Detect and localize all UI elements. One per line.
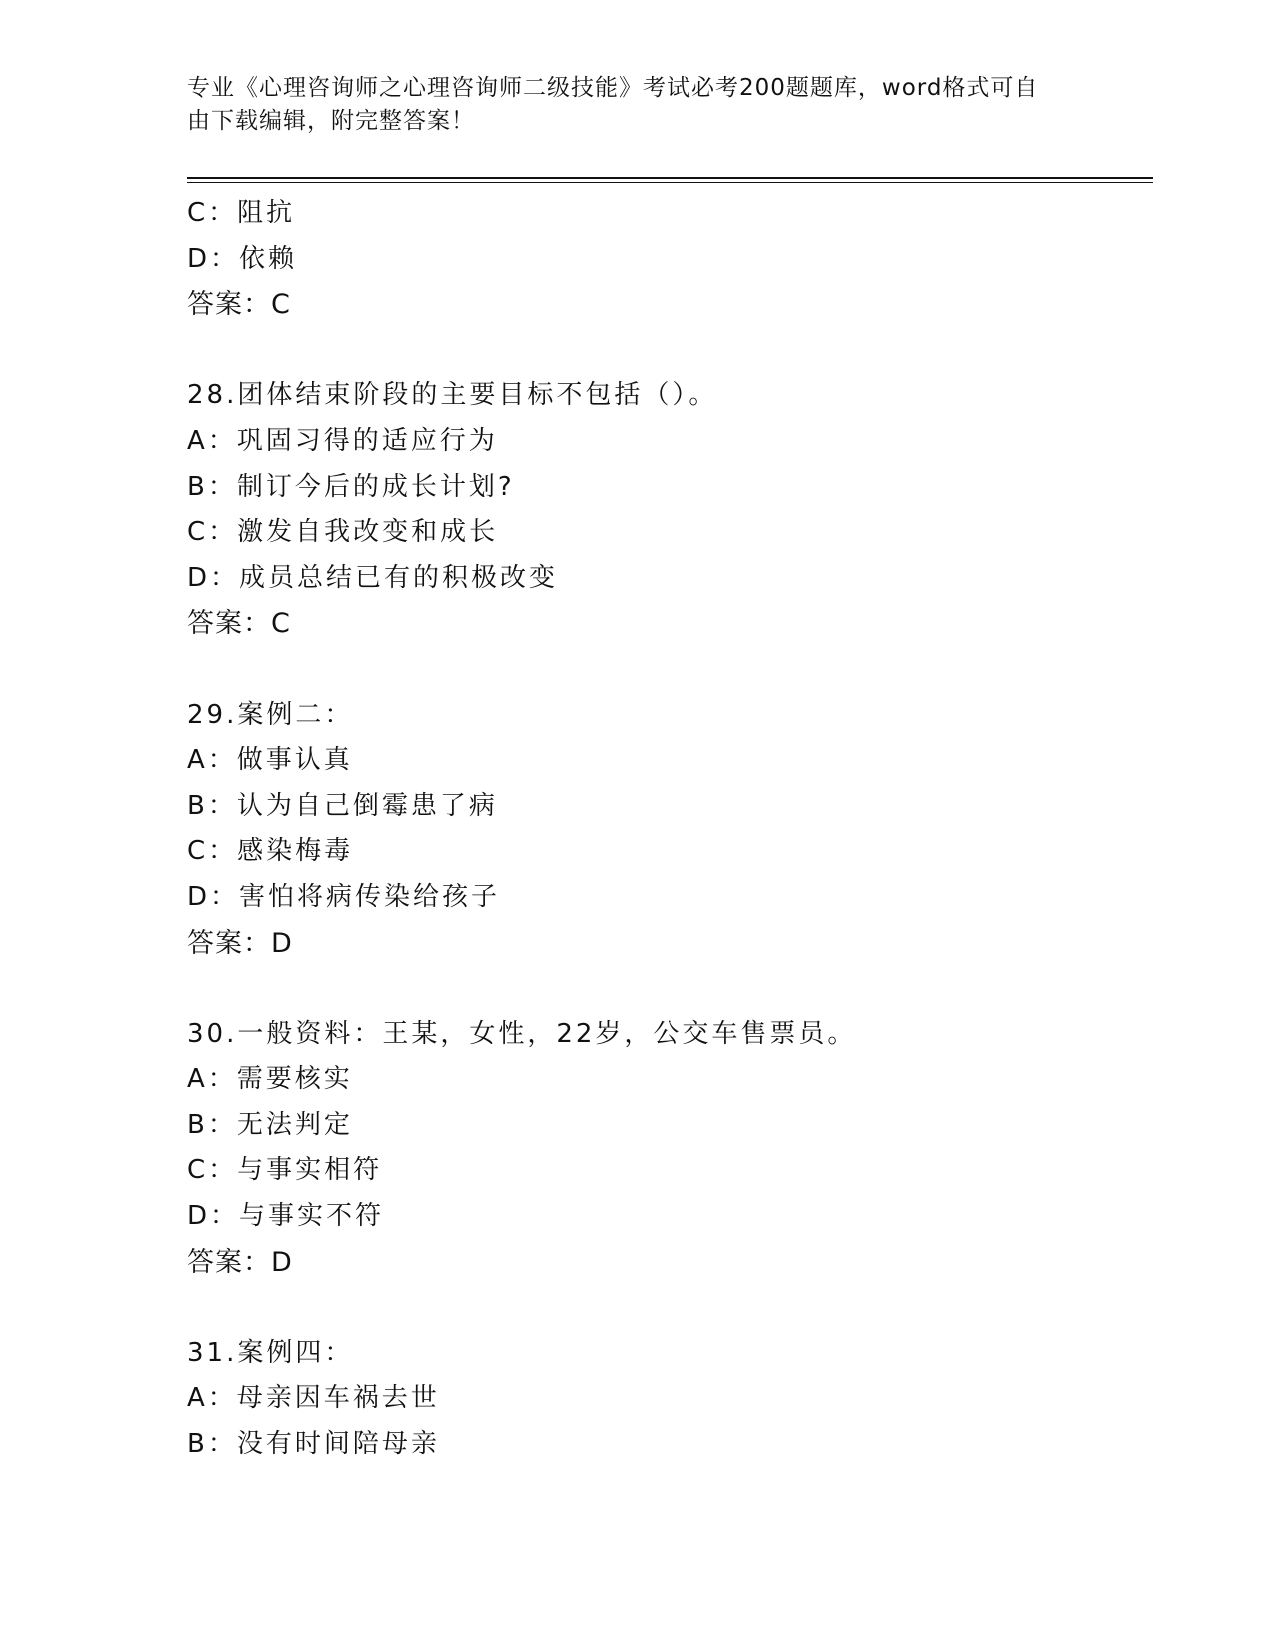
option-d: D：依赖 bbox=[187, 243, 298, 274]
spacer bbox=[187, 647, 1153, 693]
header-line-2: 由下载编辑，附完整答案！ bbox=[187, 108, 475, 134]
header-rule-thin bbox=[187, 182, 1153, 183]
option-a: A：巩固习得的适应行为 bbox=[187, 425, 498, 456]
question-stem: 31.案例四： bbox=[187, 1337, 354, 1368]
document-header bbox=[187, 72, 1067, 138]
question-stem: 29.案例二： bbox=[187, 699, 354, 730]
option-b: B：无法判定 bbox=[187, 1109, 353, 1140]
answer-line: 答案：D bbox=[187, 1246, 293, 1278]
question-stem: 30.一般资料：王某，女性，22岁，公交车售票员。 bbox=[187, 1018, 857, 1049]
question-stem: 28.团体结束阶段的主要目标不包括（）。 bbox=[187, 380, 718, 411]
answer-line: 答案：C bbox=[187, 289, 291, 321]
option-d: D：害怕将病传染给孩子 bbox=[187, 881, 501, 912]
answer-line: 答案：C bbox=[187, 608, 291, 640]
option-a: A：需要核实 bbox=[187, 1064, 353, 1095]
option-c: C：激发自我改变和成长 bbox=[187, 517, 499, 548]
option-b: B：认为自己倒霉患了病 bbox=[187, 790, 498, 821]
option-d: D：成员总结已有的积极改变 bbox=[187, 562, 559, 593]
option-d: D：与事实不符 bbox=[187, 1201, 385, 1232]
option-a: A：做事认真 bbox=[187, 745, 353, 776]
option-c: C：感染梅毒 bbox=[187, 836, 354, 867]
question-list bbox=[187, 191, 1153, 1468]
spacer bbox=[187, 966, 1153, 1012]
option-b: B：没有时间陪母亲 bbox=[187, 1429, 440, 1460]
answer-line: 答案：D bbox=[187, 927, 293, 959]
header-rule-thick bbox=[187, 177, 1153, 179]
option-a: A：母亲因车祸去世 bbox=[187, 1383, 440, 1414]
option-c: C：阻抗 bbox=[187, 198, 296, 228]
spacer bbox=[187, 328, 1153, 374]
option-c: C：与事实相符 bbox=[187, 1155, 383, 1186]
option-b: B：制订今后的成长计划? bbox=[187, 471, 515, 502]
spacer bbox=[187, 1285, 1153, 1331]
header-line-1: 专业《心理咨询师之心理咨询师二级技能》考试必考200题题库，word格式可自 bbox=[187, 75, 1039, 101]
